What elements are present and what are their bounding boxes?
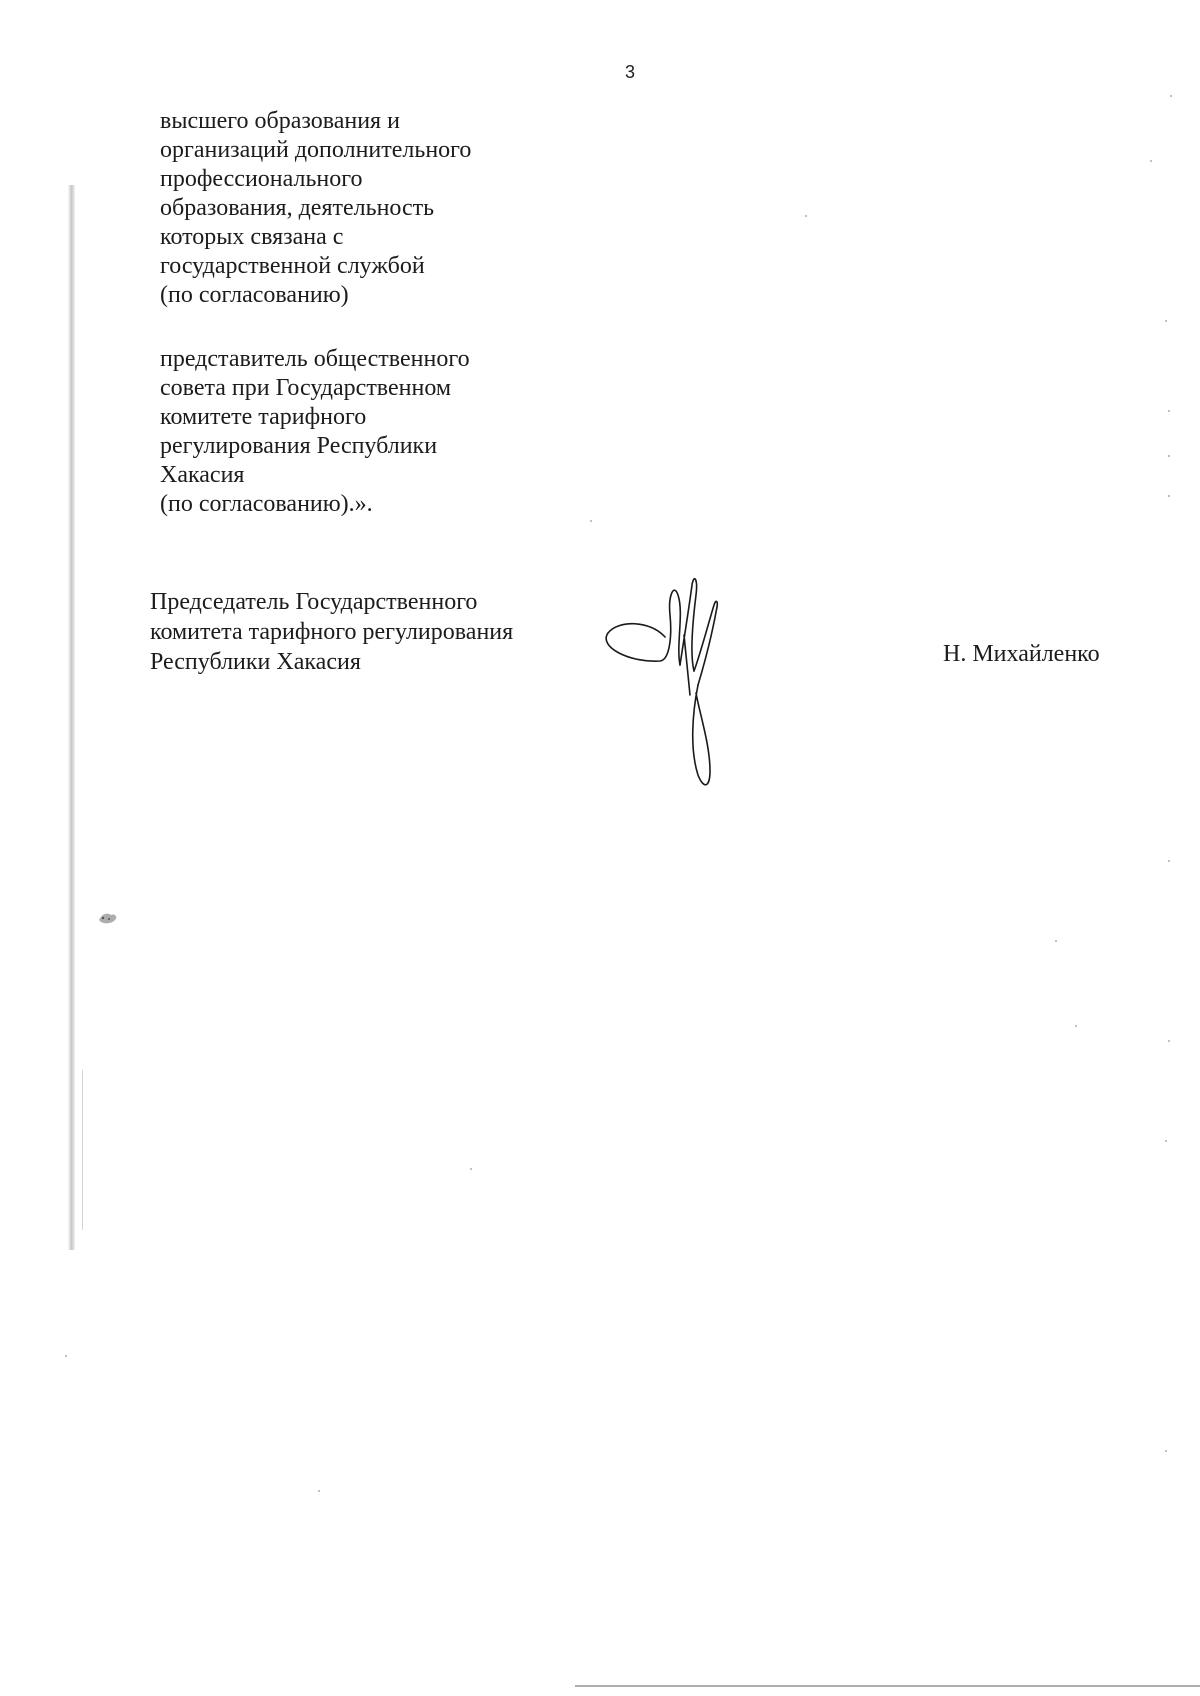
scan-shadow-left-thin [82, 1070, 83, 1230]
signatory-name: Н. Михайленко [943, 641, 1100, 667]
handwritten-signature [600, 575, 740, 795]
entry-line: совета при Государственном [160, 375, 452, 401]
signatory-title-line: Республики Хакасия [150, 649, 361, 675]
commission-member-entry [160, 345, 470, 519]
page-number: 3 [624, 62, 635, 82]
signatory-title-line: Председатель Государственного [150, 589, 478, 615]
scan-edge-bottom [575, 1685, 1200, 1687]
entry-line: государственной службой [160, 253, 425, 279]
entry-line: (по согласованию) [160, 282, 349, 308]
entry-line: Хакасия [160, 462, 245, 488]
signatory-title-line: комитета тарифного регулирования [150, 619, 514, 645]
entry-line: комитете тарифного [160, 404, 367, 430]
entry-line: регулирования Республики [160, 433, 438, 459]
entry-line: организаций дополнительного [160, 137, 472, 163]
entry-line: (по согласованию).». [160, 491, 373, 517]
scan-smudge [97, 910, 119, 926]
entry-line: профессионального [160, 166, 363, 192]
entry-line: образования, деятельность [160, 195, 435, 221]
commission-member-entry [160, 107, 471, 310]
signatory-title [150, 587, 513, 677]
scan-shadow-left [68, 185, 75, 1250]
entry-line: высшего образования и [160, 108, 400, 134]
entry-line: представитель общественного [160, 346, 470, 372]
entry-line: которых связана с [160, 224, 344, 250]
